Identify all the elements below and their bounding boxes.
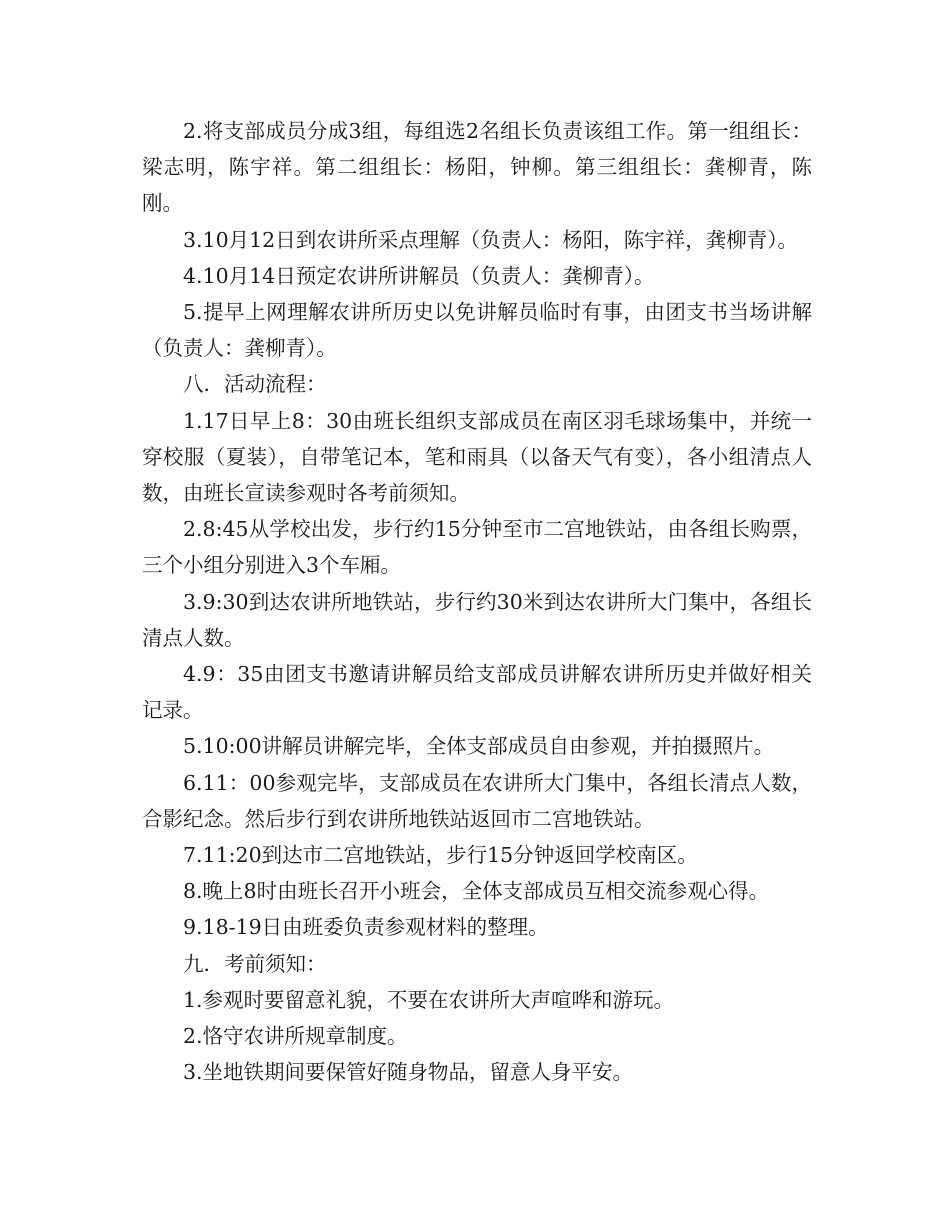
paragraph-flow-3: 3.9:30到达农讲所地铁站，步行约30米到达农讲所大门集中，各组长清点人数。 [142,589,812,650]
section-heading-notes: 九．考前须知： [183,951,327,976]
paragraph-flow-2: 2.8:45从学校出发，步行约15分钟至市二宫地铁站，由各组长购票，三个小组分别进入3个车厢。 [142,517,812,578]
paragraph-flow-4: 4.9：35由团支书邀请讲解员给支部成员讲解农讲所历史并做好相关记录。 [142,662,812,723]
paragraph-prep-5: 5.提早上网理解农讲所历史以免讲解员临时有事，由团支书当场讲解（负责人：龚柳青）。 [142,300,812,361]
paragraph-note-3: 3.坐地铁期间要保管好随身物品，留意人身平安。 [183,1060,634,1085]
paragraph-note-2: 2.恪守农讲所规章制度。 [183,1024,408,1049]
paragraph-flow-9: 9.18-19日由班委负责参观材料的整理。 [183,915,549,940]
document-body [142,113,812,1090]
section-heading-activity-flow: 八．活动流程： [183,372,327,397]
paragraph-flow-8: 8.晚上8时由班长召开小班会，全体支部成员互相交流参观心得。 [183,879,770,904]
paragraph-flow-6: 6.11：00参观完毕，支部成员在农讲所大门集中，各组长清点人数，合影纪念。然后步行到农讲所地铁站返回市二宫地铁站。 [142,770,812,831]
paragraph-flow-5: 5.10:00讲解员讲解完毕，全体支部成员自由参观，并拍摄照片。 [183,734,775,759]
paragraph-note-1: 1.参观时要留意礼貌，不要在农讲所大声喧哗和游玩。 [183,987,675,1012]
paragraph-prep-2: 2.将支部成员分成3组，每组选2名组长负责该组工作。第一组组长：梁志明，陈宇祥。第二组组长：杨阳，钟柳。第三组组长：龚柳青，陈刚。 [142,119,812,216]
paragraph-flow-7: 7.11:20到达市二宫地铁站，步行15分钟返回学校南区。 [183,843,698,868]
paragraph-prep-3: 3.10月12日到农讲所采点理解（负责人：杨阳，陈宇祥，龚柳青）。 [183,227,798,252]
paragraph-prep-4: 4.10月14日预定农讲所讲解员（负责人：龚柳青）。 [183,263,655,288]
paragraph-flow-1: 1.17日早上8：30由班长组织支部成员在南区羽毛球场集中，并统一穿校服（夏装），自带笔记本，笔和雨具（以备天气有变），各小组清点人数，由班长宣读参观时各考前须知。 [142,408,812,506]
